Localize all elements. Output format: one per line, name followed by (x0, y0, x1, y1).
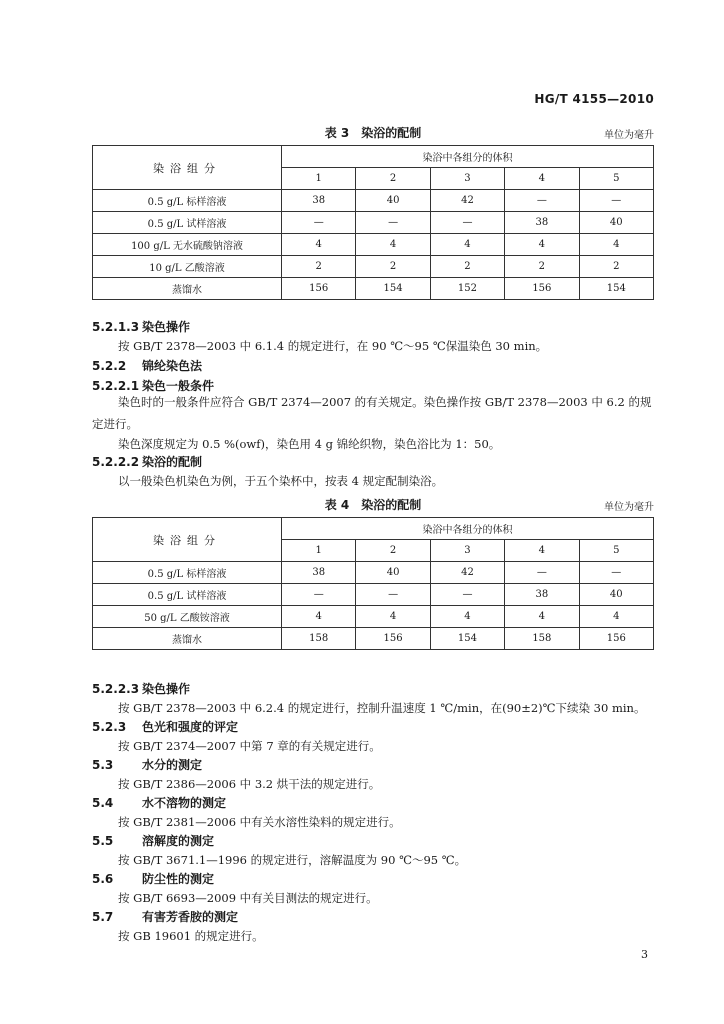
cell: — (282, 584, 356, 606)
cell: 38 (505, 584, 579, 606)
table3-col-header: 5 (579, 168, 653, 190)
cell: 40 (356, 190, 430, 212)
table-row (93, 606, 654, 628)
paragraph: 按 GB/T 2381—2006 中有关水溶性染料的规定进行。 (118, 815, 401, 829)
section-number: 5.3 (92, 758, 114, 772)
paragraph: 按 GB/T 2374—2007 中第 7 章的有关规定进行。 (118, 739, 381, 753)
paragraph: 按 GB/T 2378—2003 中 6.1.4 的规定进行，在 90 ℃～95 ℃保温染色 30 min。 (118, 339, 548, 353)
cell: 156 (282, 278, 356, 300)
cell: — (579, 190, 653, 212)
table4-col-header: 2 (356, 540, 430, 562)
table3-caption: 表 3 染浴的配制 (324, 126, 422, 140)
cell: — (505, 562, 579, 584)
table3-volume-header: 染浴中各组分的体积 (282, 146, 654, 168)
standard-code: HG/T 4155—2010 (534, 92, 654, 106)
table-row (93, 562, 654, 584)
section-title: 染色操作 (142, 682, 191, 696)
cell: 156 (579, 628, 653, 650)
section-title: 溶解度的测定 (142, 834, 215, 848)
cell: — (505, 190, 579, 212)
section-title: 水分的测定 (142, 758, 203, 772)
table4-col-header: 4 (505, 540, 579, 562)
table4-volume-header: 染浴中各组分的体积 (282, 518, 654, 540)
cell: 4 (505, 234, 579, 256)
cell: 40 (579, 584, 653, 606)
cell: 4 (579, 234, 653, 256)
paragraph: 染色时的一般条件应符合 GB/T 2374—2007 的有关规定。染色操作按 GB/T 2378—2003 中 6.2 的规定进行。 (92, 395, 652, 431)
table4 (92, 517, 654, 650)
table4-col-header: 5 (579, 540, 653, 562)
cell: 38 (282, 562, 356, 584)
paragraph: 按 GB/T 3671.1—1996 的规定进行，溶解温度为 90 ℃～95 ℃。 (118, 853, 467, 867)
section-title: 锦纶染色法 (142, 359, 203, 373)
section-title: 色光和强度的评定 (142, 720, 239, 734)
paragraph: 染色深度规定为 0.5 %(owf)，染色用 4 g 锦纶织物，染色浴比为 1：50。 (118, 437, 501, 451)
cell: 2 (282, 256, 356, 278)
table-row (93, 628, 654, 650)
section-number: 5.2.2 (92, 359, 127, 373)
table3-caption-row (92, 124, 654, 144)
section-number: 5.2.2.2 (92, 455, 140, 469)
cell: 2 (579, 256, 653, 278)
paragraph: 按 GB/T 6693—2009 中有关目测法的规定进行。 (118, 891, 378, 905)
row-label: 100 g/L 无水硫酸钠溶液 (93, 234, 282, 256)
cell: 2 (505, 256, 579, 278)
cell: 42 (430, 562, 504, 584)
section-number: 5.7 (92, 910, 114, 924)
table3-col-header: 3 (430, 168, 504, 190)
section-heading (92, 794, 226, 811)
section-heading (92, 318, 190, 335)
cell: 4 (356, 234, 430, 256)
section-heading (92, 908, 238, 925)
cell: 154 (430, 628, 504, 650)
cell: — (282, 212, 356, 234)
table4-col-header: 3 (430, 540, 504, 562)
cell: 4 (579, 606, 653, 628)
paragraph: 以一般染色机染色为例，于五个染杯中，按表 4 规定配制染浴。 (118, 474, 444, 488)
table4-component-header: 染浴组分 (93, 518, 282, 562)
section-title: 水不溶物的测定 (142, 796, 227, 810)
table4-col-header: 1 (282, 540, 356, 562)
cell: 4 (282, 234, 356, 256)
cell: 38 (282, 190, 356, 212)
cell: 152 (430, 278, 504, 300)
paragraph: 按 GB/T 2386—2006 中 3.2 烘干法的规定进行。 (118, 777, 381, 791)
cell: 40 (356, 562, 430, 584)
section-number: 5.2.2.1 (92, 379, 140, 393)
section-title: 有害芳香胺的测定 (142, 910, 239, 924)
table-row (93, 234, 654, 256)
table-row (93, 256, 654, 278)
table4-caption: 表 4 染浴的配制 (324, 498, 422, 512)
row-label: 50 g/L 乙酸铵溶液 (93, 606, 282, 628)
section-heading (92, 832, 214, 849)
section-number: 5.4 (92, 796, 114, 810)
table-row (93, 278, 654, 300)
section-title: 染色操作 (142, 320, 191, 334)
section-title: 染色一般条件 (142, 379, 215, 393)
table3-col-header: 2 (356, 168, 430, 190)
section-heading (92, 680, 190, 697)
section-number: 5.6 (92, 872, 114, 886)
section-title: 染浴的配制 (142, 455, 203, 469)
table3-col-header: 1 (282, 168, 356, 190)
table4-unit: 单位为毫升 (604, 502, 654, 513)
section-number: 5.2.3 (92, 720, 127, 734)
row-label: 0.5 g/L 标样溶液 (93, 190, 282, 212)
section-heading (92, 357, 202, 374)
table-row (93, 212, 654, 234)
section-heading (92, 718, 238, 735)
table-row (93, 190, 654, 212)
cell: 42 (430, 190, 504, 212)
cell: — (579, 562, 653, 584)
table3-col-header: 4 (505, 168, 579, 190)
cell: 4 (282, 606, 356, 628)
section-heading (92, 453, 202, 470)
cell: — (430, 212, 504, 234)
cell: 4 (356, 606, 430, 628)
cell: 4 (505, 606, 579, 628)
section-heading (92, 870, 214, 887)
section-number: 5.5 (92, 834, 114, 848)
table-row (93, 584, 654, 606)
section-title: 防尘性的测定 (142, 872, 215, 886)
table3 (92, 145, 654, 300)
section-number: 5.2.1.3 (92, 320, 140, 334)
row-label: 0.5 g/L 标样溶液 (93, 562, 282, 584)
section-heading (92, 756, 202, 773)
paragraph: 按 GB 19601 的规定进行。 (118, 929, 264, 943)
row-label: 蒸馏水 (93, 278, 282, 300)
row-label: 10 g/L 乙酸溶液 (93, 256, 282, 278)
cell: 154 (579, 278, 653, 300)
cell: 4 (430, 606, 504, 628)
cell: 158 (505, 628, 579, 650)
cell: 2 (430, 256, 504, 278)
cell: 40 (579, 212, 653, 234)
cell: — (430, 584, 504, 606)
cell: 154 (356, 278, 430, 300)
cell: — (356, 212, 430, 234)
cell: 156 (505, 278, 579, 300)
page-number: 3 (641, 948, 648, 961)
cell: 38 (505, 212, 579, 234)
row-label: 0.5 g/L 试样溶液 (93, 212, 282, 234)
table3-component-header: 染浴组分 (93, 146, 282, 190)
cell: 2 (356, 256, 430, 278)
table3-unit: 单位为毫升 (604, 130, 654, 141)
cell: 156 (356, 628, 430, 650)
cell: 4 (430, 234, 504, 256)
row-label: 蒸馏水 (93, 628, 282, 650)
section-number: 5.2.2.3 (92, 682, 140, 696)
row-label: 0.5 g/L 试样溶液 (93, 584, 282, 606)
table4-caption-row (92, 496, 654, 516)
cell: — (356, 584, 430, 606)
paragraph: 按 GB/T 2378—2003 中 6.2.4 的规定进行，控制升温速度 1 ℃/min，在(90±2)℃下续染 30 min。 (118, 701, 646, 715)
cell: 158 (282, 628, 356, 650)
